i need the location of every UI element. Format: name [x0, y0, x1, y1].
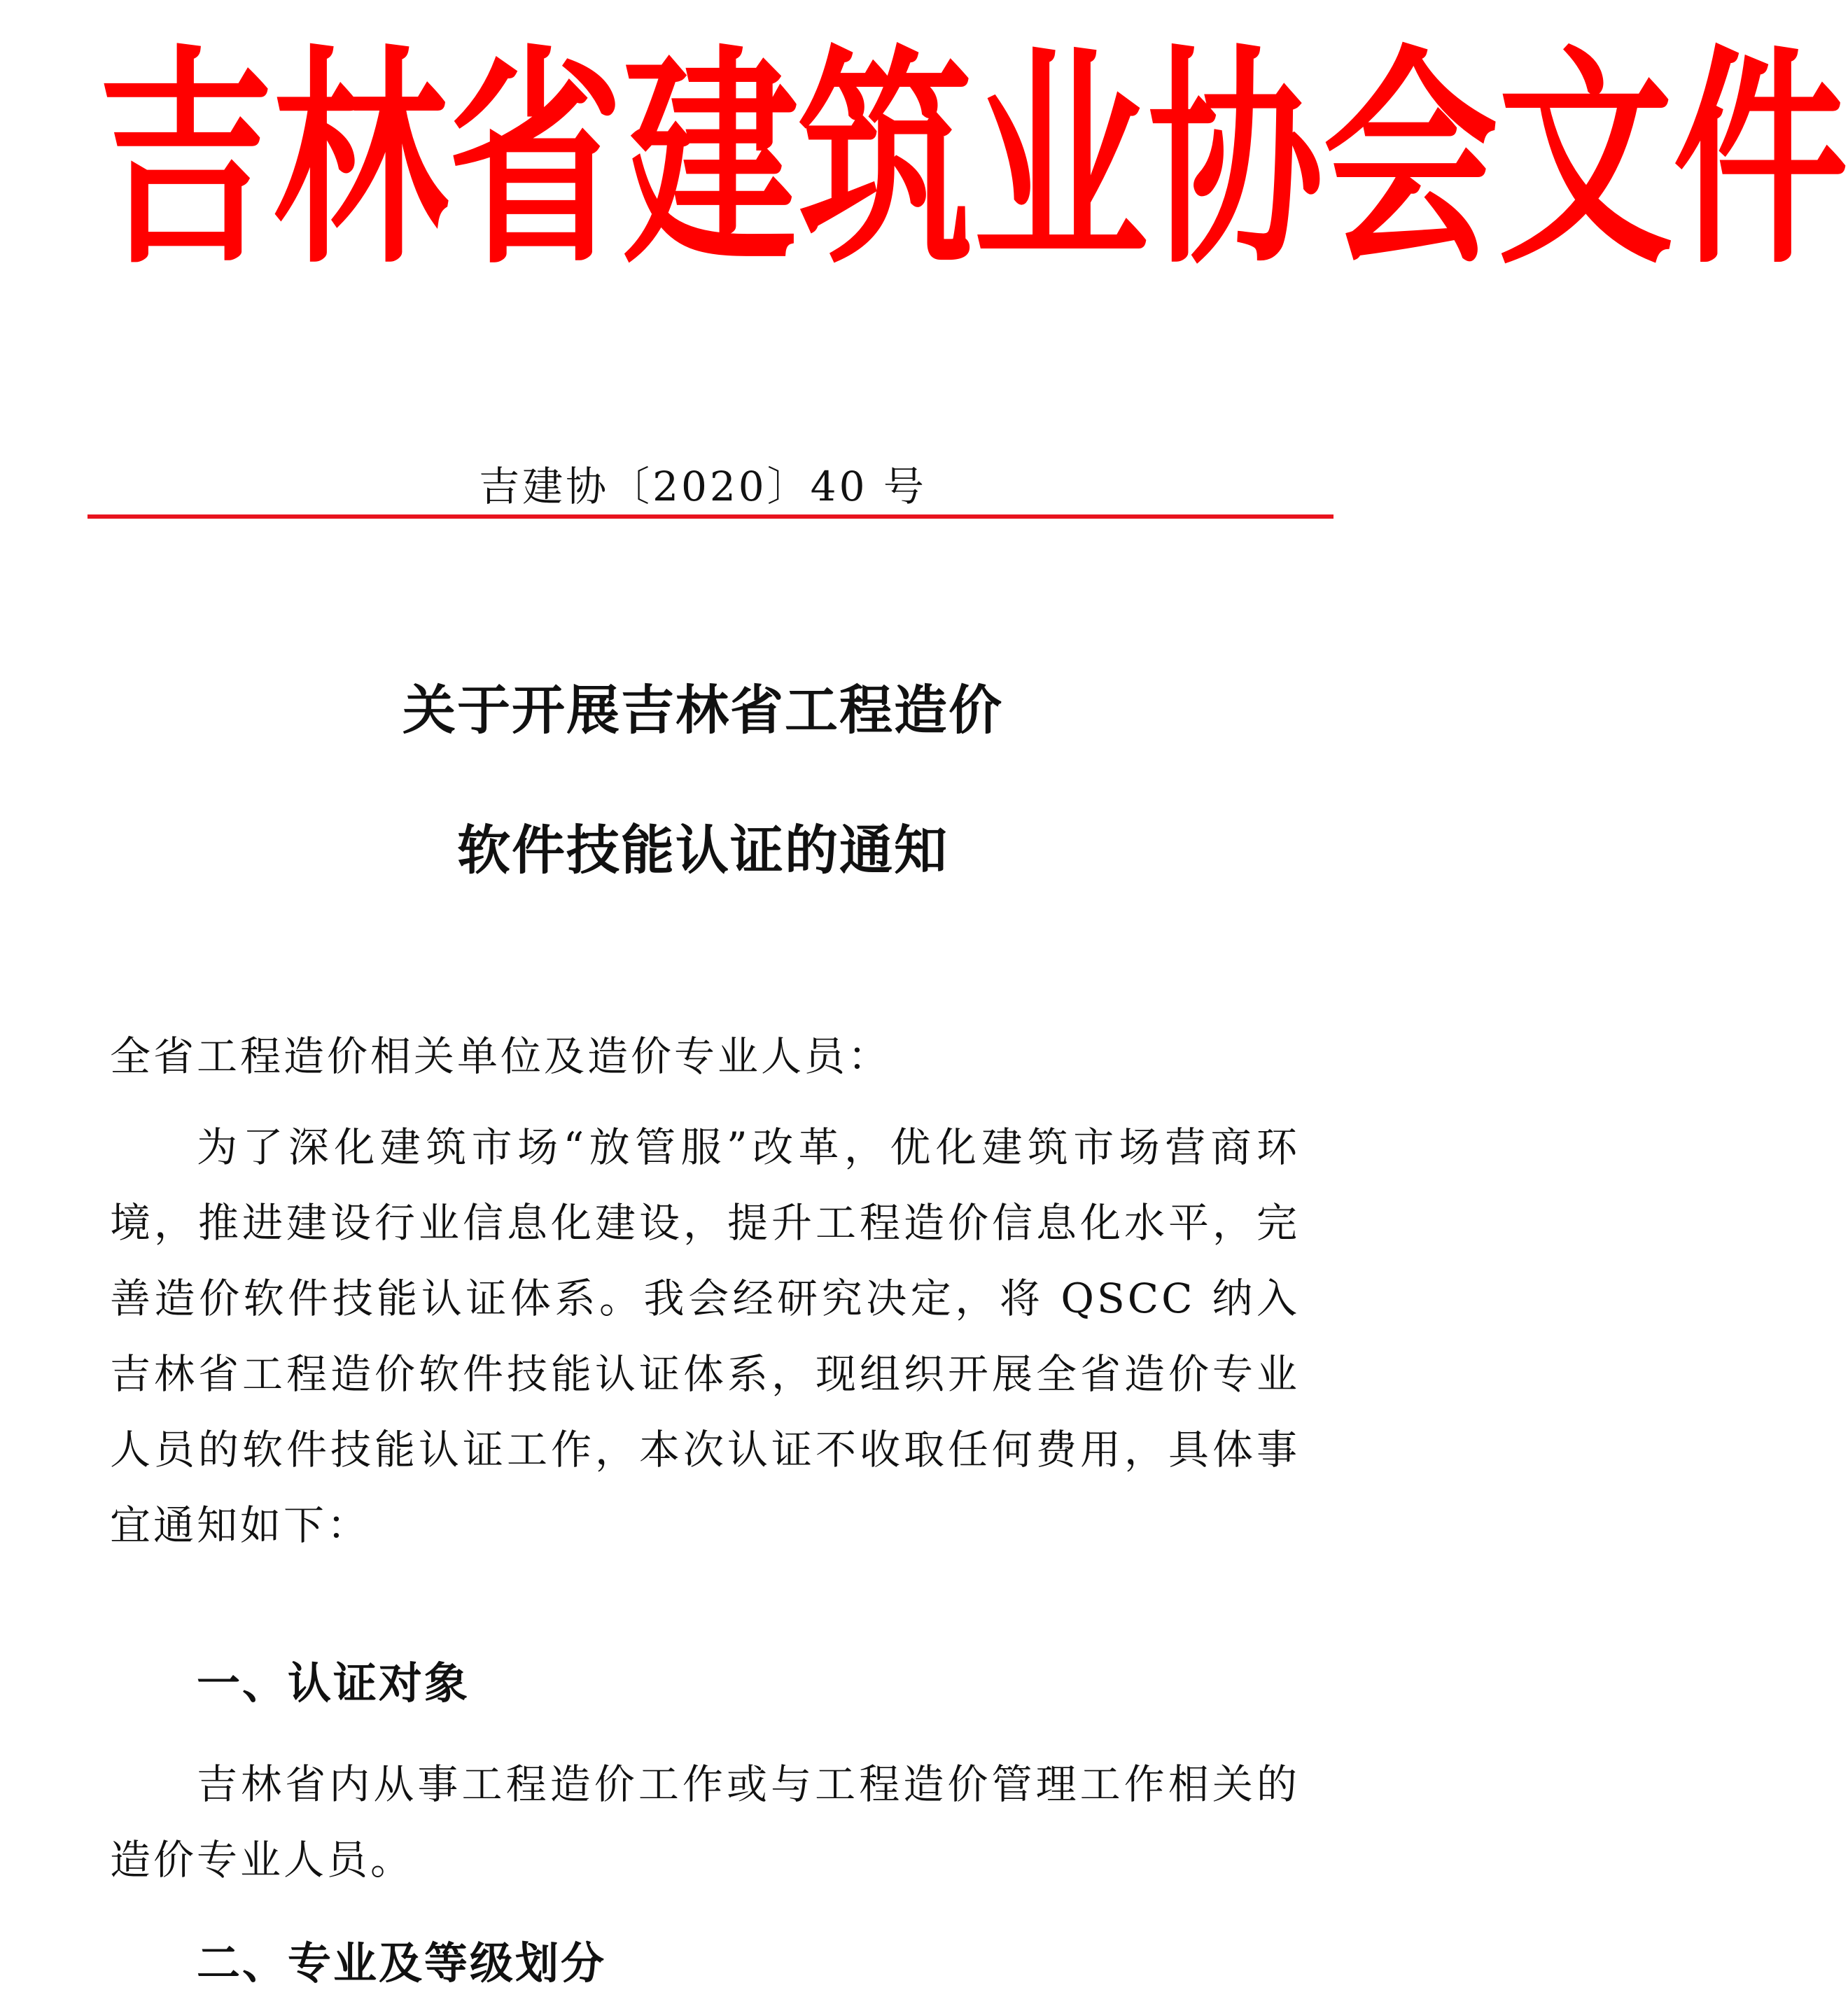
notice-title-line-2: 软件技能认证的通知 — [457, 819, 948, 881]
letterhead-char: 业 — [973, 26, 1148, 295]
letterhead-char: 协 — [1148, 26, 1323, 295]
section-heading-certification-target: 一、认证对象 — [197, 1658, 470, 1709]
letterhead-char: 吉 — [98, 26, 273, 295]
certification-target-paragraph: 吉林省内从事工程造价工作或与工程造价管理工作相关的造价专业人员。 — [110, 1760, 1300, 1884]
letterhead-char: 文 — [1498, 26, 1673, 295]
salutation: 全省工程造价相关单位及造价专业人员： — [110, 1032, 892, 1080]
letterhead-char: 件 — [1673, 26, 1848, 295]
intro-paragraph: 为了深化建筑市场“放管服”改革，优化建筑市场营商环境，推进建设行业信息化建设，提升工程造价信息化水平，完善造价软件技能认证体系。我会经研究决定，将 QSCC 纳入吉林省工程造价软件技能认证体系，现组织开展全省造价专业人员的软件技能认证工作，本次认证不收取任何费用，具体事宜通知如下： — [110, 1123, 1300, 1549]
letterhead-char: 建 — [623, 26, 798, 295]
document-number: 吉建协〔2020〕40 号 — [479, 463, 927, 510]
letterhead-char: 筑 — [798, 26, 973, 295]
letterhead-char: 省 — [448, 26, 623, 295]
red-divider-line — [88, 514, 1334, 519]
letterhead-title — [98, 26, 1848, 295]
section-heading-specialty-levels: 二、专业及等级划分 — [197, 1938, 607, 1989]
letterhead-char: 林 — [273, 26, 448, 295]
letterhead-char: 会 — [1323, 26, 1498, 295]
notice-title-line-1: 关于开展吉林省工程造价 — [402, 679, 1003, 741]
